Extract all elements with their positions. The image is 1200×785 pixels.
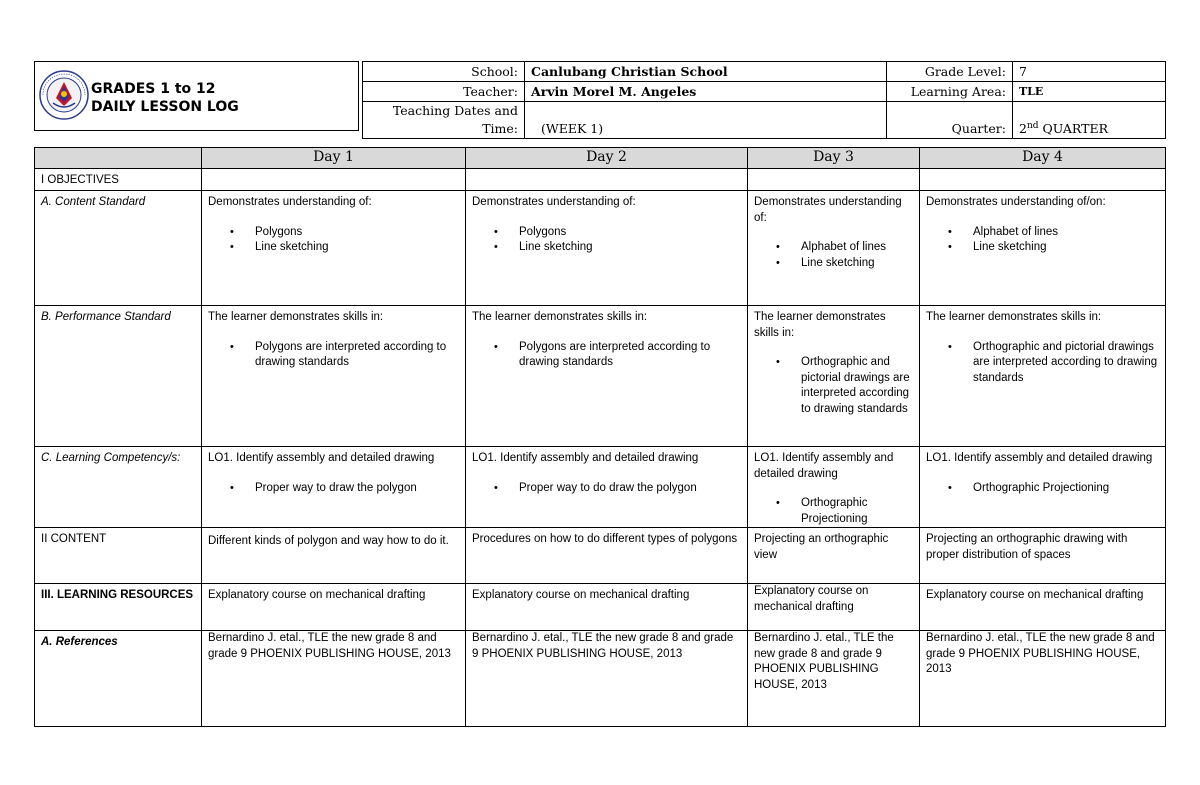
list-item: • Polygons are interpreted according to drawing standards — [519, 340, 741, 371]
learning-resources-day-3: Explanatory course on mechanical drafting — [748, 584, 920, 631]
performance-standard-label: B. Performance Standard — [35, 306, 202, 447]
quarter-text: QUARTER — [1038, 121, 1108, 136]
day-4-header: Day 4 — [920, 148, 1166, 169]
header-info-table — [362, 61, 1166, 139]
learning-competency-day-1 — [202, 447, 466, 528]
content-standard-day-2 — [466, 191, 748, 306]
objectives-label: I OBJECTIVES — [35, 169, 202, 191]
bullet-list — [472, 340, 741, 371]
performance-standard-day-4 — [920, 306, 1166, 447]
bullet-list — [926, 340, 1159, 387]
day-2-header: Day 2 — [466, 148, 748, 169]
week-value: (WEEK 1) — [525, 102, 887, 139]
bullet-list — [754, 355, 913, 417]
bullet-list — [472, 225, 741, 256]
learning-competency-row — [35, 447, 1166, 528]
cell-intro: LO1. Identify assembly and detailed drawing — [926, 452, 1153, 464]
learning-resources-day-2: Explanatory course on mechanical drafting — [466, 584, 748, 631]
objectives-day-1 — [202, 169, 466, 191]
title-line-2: DAILY LESSON LOG — [91, 99, 239, 115]
content-standard-day-1 — [202, 191, 466, 306]
objectives-day-2 — [466, 169, 748, 191]
bullet-list — [208, 225, 459, 256]
list-item: • Line sketching — [255, 240, 459, 256]
list-item: • Proper way to draw the polygon — [255, 481, 459, 497]
content-label: II CONTENT — [35, 528, 202, 584]
cell-intro: The learner demonstrates skills in: — [926, 311, 1102, 323]
performance-standard-day-1 — [202, 306, 466, 447]
content-day-3: Projecting an orthographic view — [748, 528, 920, 584]
cell-intro: Demonstrates understanding of: — [208, 196, 372, 208]
list-item: • Line sketching — [973, 240, 1159, 256]
cell-intro: The learner demonstrates skills in: — [754, 311, 886, 339]
references-row — [35, 631, 1166, 727]
references-day-3: Bernardino J. etal., TLE the new grade 8 and grade 9 PHOENIX PUBLISHING HOUSE, 2013 — [748, 631, 920, 727]
list-item: • Orthographic and pictorial drawings are interpreted according to drawing standards — [973, 340, 1159, 387]
references-day-2: Bernardino J. etal., TLE the new grade 8 and grade 9 PHOENIX PUBLISHING HOUSE, 2013 — [466, 631, 748, 727]
deped-seal-icon — [39, 70, 89, 120]
learning-competency-day-4 — [920, 447, 1166, 528]
list-item: • Proper way to do draw the polygon — [519, 481, 741, 497]
learning-resources-label: III. LEARNING RESOURCES — [35, 584, 202, 631]
list-item: • Line sketching — [519, 240, 741, 256]
bullet-list — [208, 340, 459, 371]
bullet-list — [754, 496, 913, 527]
bullet-list — [472, 481, 741, 497]
day-header-row — [35, 148, 1166, 169]
list-item: • Orthographic Projectioning — [973, 481, 1159, 497]
learning-competency-day-3 — [748, 447, 920, 528]
teacher-label: Teacher: — [363, 82, 525, 102]
performance-standard-day-3 — [748, 306, 920, 447]
content-standard-row — [35, 191, 1166, 306]
list-item: • Line sketching — [801, 256, 913, 272]
list-item: • Orthographic and pictorial drawings are interpreted according to drawing standards — [801, 355, 913, 417]
objectives-row — [35, 169, 1166, 191]
references-day-1: Bernardino J. etal., TLE the new grade 8 and grade 9 PHOENIX PUBLISHING HOUSE, 2013 — [202, 631, 466, 727]
list-item: • Polygons — [519, 225, 741, 241]
list-item: • Orthographic Projectioning — [801, 496, 913, 527]
list-item: • Alphabet of lines — [801, 240, 913, 256]
cell-intro: Demonstrates understanding of: — [754, 196, 902, 224]
cell-intro: The learner demonstrates skills in: — [208, 311, 384, 323]
objectives-day-3 — [748, 169, 920, 191]
objectives-day-4 — [920, 169, 1166, 191]
learning-area-value: TLE — [1013, 82, 1166, 102]
content-standard-day-4 — [920, 191, 1166, 306]
day-3-header: Day 3 — [748, 148, 920, 169]
teaching-dates-label: Teaching Dates and Time: — [363, 102, 525, 139]
header-logo-box — [34, 61, 359, 131]
school-value: Canlubang Christian School — [525, 62, 887, 82]
quarter-value — [1013, 102, 1166, 139]
title-line-1: GRADES 1 to 12 — [91, 81, 216, 97]
teacher-value: Arvin Morel M. Angeles — [525, 82, 887, 102]
learning-resources-row — [35, 584, 1166, 631]
bullet-list — [926, 225, 1159, 256]
grade-level-value: 7 — [1013, 62, 1166, 82]
content-standard-day-3 — [748, 191, 920, 306]
cell-intro: LO1. Identify assembly and detailed drawing — [754, 452, 894, 480]
performance-standard-day-2 — [466, 306, 748, 447]
content-day-2: Procedures on how to do different types of polygons — [466, 528, 748, 584]
performance-standard-row — [35, 306, 1166, 447]
learning-resources-day-1: Explanatory course on mechanical drafting — [202, 584, 466, 631]
learning-area-label: Learning Area: — [887, 82, 1013, 102]
learning-competency-label: C. Learning Competency/s: — [35, 447, 202, 528]
references-label: A. References — [35, 631, 202, 727]
cell-intro: LO1. Identify assembly and detailed drawing — [472, 452, 699, 464]
quarter-label: Quarter: — [887, 102, 1013, 139]
school-label: School: — [363, 62, 525, 82]
learning-resources-day-4: Explanatory course on mechanical drafting — [920, 584, 1166, 631]
cell-intro: LO1. Identify assembly and detailed drawing — [208, 452, 435, 464]
cell-intro: Demonstrates understanding of: — [472, 196, 636, 208]
log-title — [91, 80, 239, 116]
list-item: • Polygons — [255, 225, 459, 241]
bullet-list — [926, 481, 1159, 497]
content-row — [35, 528, 1166, 584]
quarter-suffix: nd — [1026, 120, 1039, 131]
content-standard-label: A. Content Standard — [35, 191, 202, 306]
references-day-4: Bernardino J. etal., TLE the new grade 8 and grade 9 PHOENIX PUBLISHING HOUSE, 2013 — [920, 631, 1166, 727]
lesson-log-table — [34, 147, 1166, 727]
content-day-4: Projecting an orthographic drawing with proper distribution of spaces — [920, 528, 1166, 584]
day-1-header: Day 1 — [202, 148, 466, 169]
corner-cell — [35, 148, 202, 169]
quarter-number: 2 — [1019, 121, 1027, 136]
content-day-1: Different kinds of polygon and way how to do it. — [202, 528, 466, 584]
cell-intro: The learner demonstrates skills in: — [472, 311, 648, 323]
cell-intro: Demonstrates understanding of/on: — [926, 196, 1106, 208]
grade-level-label: Grade Level: — [887, 62, 1013, 82]
list-item: • Alphabet of lines — [973, 225, 1159, 241]
learning-competency-day-2 — [466, 447, 748, 528]
bullet-list — [208, 481, 459, 497]
list-item: • Polygons are interpreted according to drawing standards — [255, 340, 459, 371]
bullet-list — [754, 240, 913, 271]
